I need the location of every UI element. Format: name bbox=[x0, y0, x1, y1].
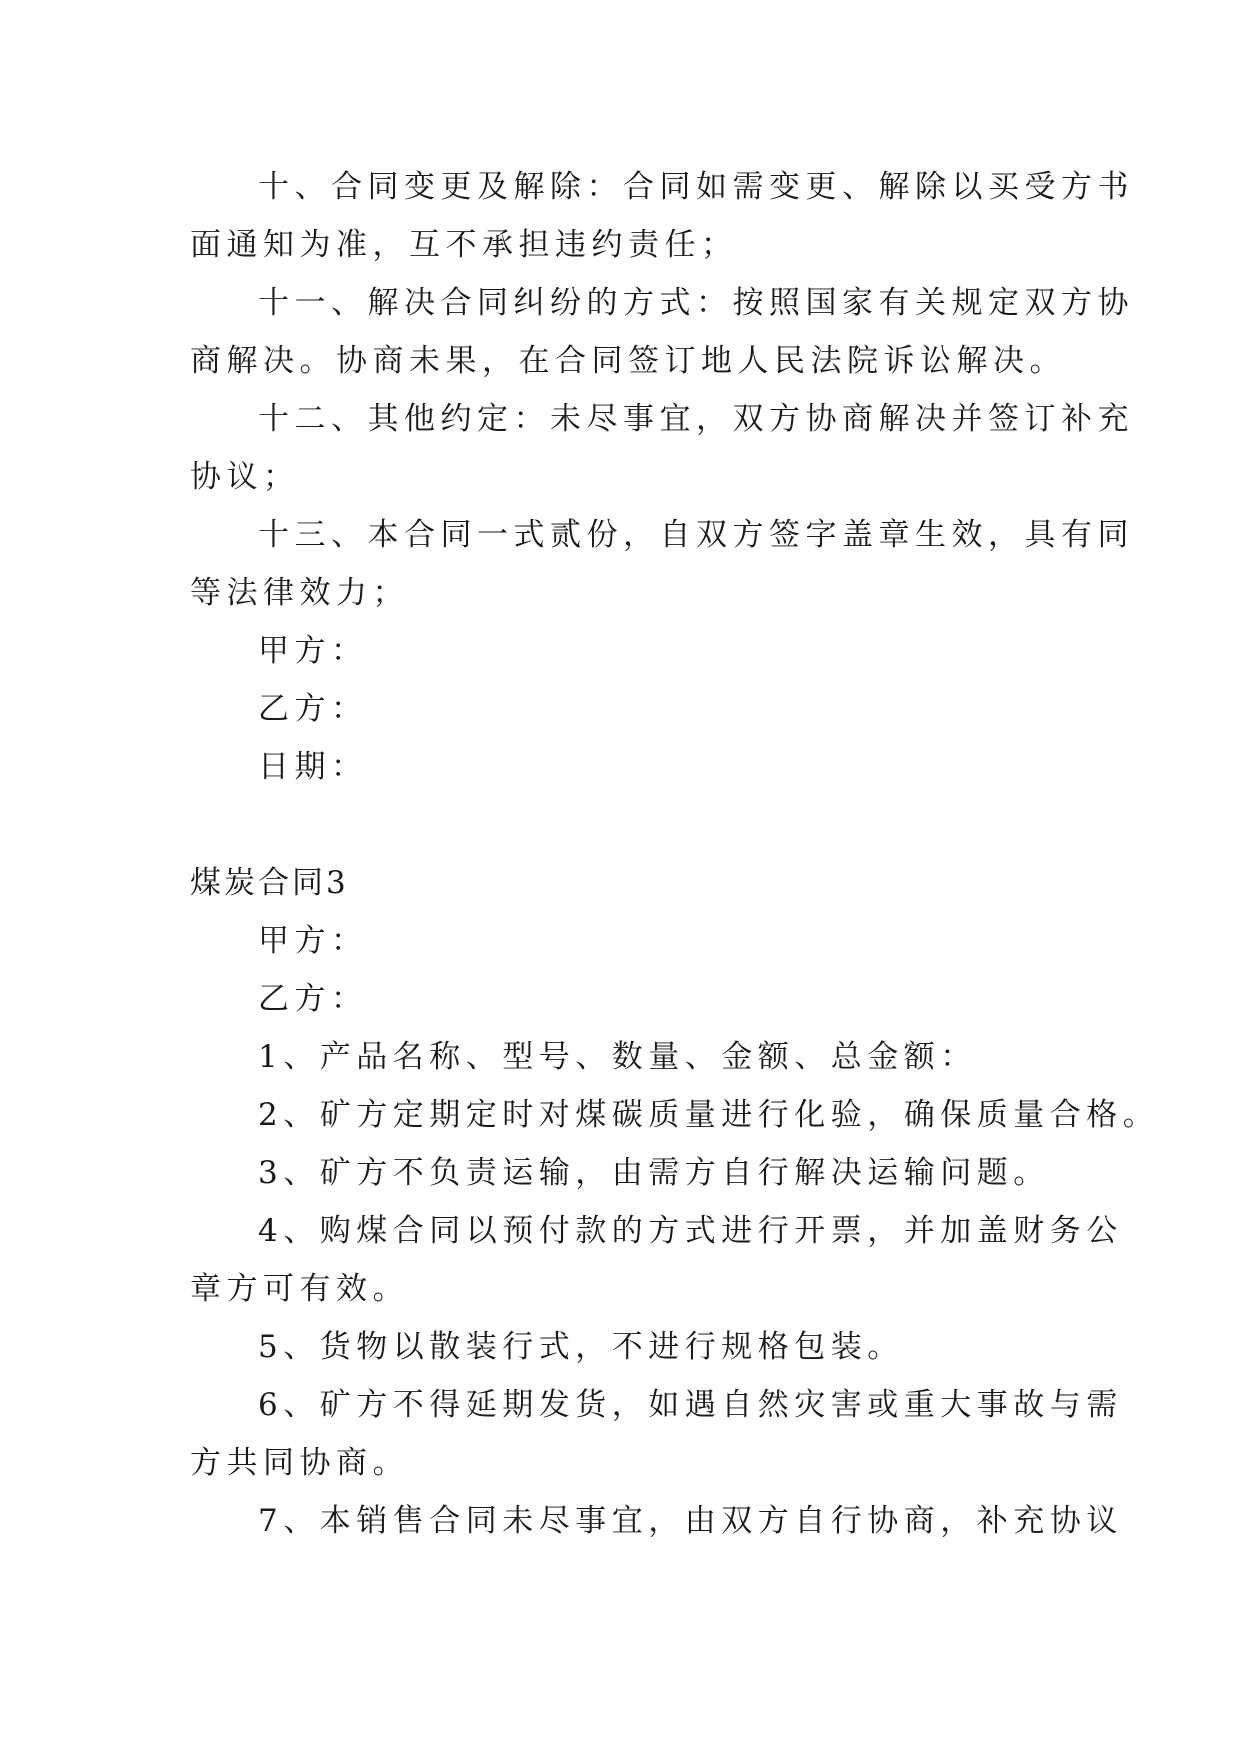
paragraph-line: 十一、解决合同纠纷的方式：按照国家有关规定双方协 bbox=[258, 285, 1134, 321]
blank-line bbox=[190, 796, 1050, 854]
paragraph-line: 协议； bbox=[190, 459, 300, 495]
document-page bbox=[190, 158, 1160, 1550]
clause-line: 5、货物以散装行式，不进行规格包装。 bbox=[258, 1329, 904, 1365]
clause-line: 3、矿方不负责运输，由需方自行解决运输问题。 bbox=[258, 1155, 1050, 1191]
clause-line: 2、矿方定期定时对煤碳质量进行化验，确保质量合格。 bbox=[258, 1097, 1160, 1133]
paragraph-line: 十二、其他约定：未尽事宜，双方协商解决并签订补充 bbox=[258, 401, 1134, 437]
clause-line: 6、矿方不得延期发货，如遇自然灾害或重大事故与需 bbox=[258, 1387, 1123, 1423]
party-a-label: 甲方： bbox=[258, 633, 368, 669]
clause-line: 方共同协商。 bbox=[190, 1445, 409, 1481]
section-title: 煤炭合同3 bbox=[190, 865, 349, 901]
party-a-label: 甲方： bbox=[258, 923, 368, 959]
clause-line: 4、购煤合同以预付款的方式进行开票，并加盖财务公 bbox=[258, 1213, 1123, 1249]
paragraph-line: 等法律效力； bbox=[190, 575, 409, 611]
clause-line: 章方可有效。 bbox=[190, 1271, 409, 1307]
party-b-label: 乙方： bbox=[258, 691, 368, 727]
date-label: 日期： bbox=[258, 749, 368, 785]
paragraph-line: 面通知为准，互不承担违约责任； bbox=[190, 227, 738, 263]
paragraph-line: 十、合同变更及解除：合同如需变更、解除以买受方书 bbox=[258, 169, 1134, 205]
paragraph-line: 商解决。协商未果，在合同签订地人民法院诉讼解决。 bbox=[190, 343, 1066, 379]
clause-line: 7、本销售合同未尽事宜，由双方自行协商，补充协议 bbox=[258, 1503, 1123, 1539]
party-b-label: 乙方： bbox=[258, 981, 368, 1017]
clause-line: 1、产品名称、型号、数量、金额、总金额： bbox=[258, 1039, 977, 1075]
paragraph-line: 十三、本合同一式贰份，自双方签字盖章生效，具有同 bbox=[258, 517, 1134, 553]
